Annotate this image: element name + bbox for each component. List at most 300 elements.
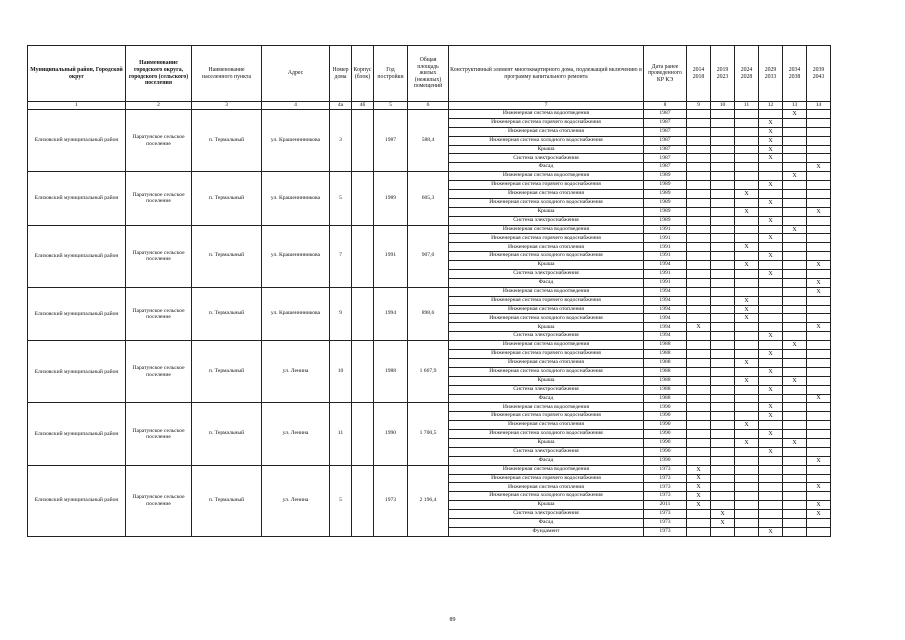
period-mark-cell: X (783, 110, 807, 119)
last-repair-date-cell: 1990 (644, 456, 687, 465)
period-mark-cell (759, 287, 783, 296)
period-mark-cell (807, 438, 831, 447)
period-mark-cell (759, 172, 783, 181)
period-mark-cell (711, 332, 735, 341)
last-repair-date-cell: 1973 (644, 527, 687, 536)
column-number: 2 (126, 102, 192, 110)
period-mark-cell (711, 501, 735, 510)
period-mark-cell (783, 287, 807, 296)
period-mark-cell (759, 510, 783, 519)
period-mark-cell (687, 252, 711, 261)
period-mark-cell (735, 163, 759, 172)
period-mark-cell (735, 341, 759, 350)
column-number: 14 (807, 102, 831, 110)
period-mark-cell (687, 118, 711, 127)
period-mark-cell: X (735, 438, 759, 447)
period-mark-cell (711, 456, 735, 465)
element-cell: Фасад (449, 518, 644, 527)
house-number-cell: 5 (330, 465, 352, 536)
build-year-cell: 1991 (374, 225, 408, 287)
period-mark-cell: X (759, 136, 783, 145)
column-number: 13 (783, 102, 807, 110)
element-cell: Крыша (449, 376, 644, 385)
period-mark-cell: X (735, 314, 759, 323)
period-mark-cell: X (783, 438, 807, 447)
period-mark-cell (783, 323, 807, 332)
period-mark-cell (759, 518, 783, 527)
period-mark-cell (783, 527, 807, 536)
period-mark-cell: X (759, 198, 783, 207)
area-cell: 605,3 (408, 172, 449, 225)
period-mark-cell (759, 261, 783, 270)
build-year-cell: 1988 (374, 341, 408, 403)
header-settlement: Наименование городского округа, городского (сельского) поселения (126, 46, 192, 102)
period-mark-cell (783, 216, 807, 225)
period-mark-cell (711, 287, 735, 296)
last-repair-date-cell: 1987 (644, 136, 687, 145)
element-cell: Инженерная система отопления (449, 243, 644, 252)
period-mark-cell (687, 341, 711, 350)
period-mark-cell (759, 243, 783, 252)
house-number-cell: 11 (330, 403, 352, 465)
period-mark-cell (687, 172, 711, 181)
period-mark-cell (783, 447, 807, 456)
period-mark-cell (807, 430, 831, 439)
column-number: 4б (352, 102, 374, 110)
column-number: 8 (644, 102, 687, 110)
period-mark-cell (687, 145, 711, 154)
element-cell: Крыша (449, 207, 644, 216)
period-mark-cell (735, 483, 759, 492)
period-mark-cell (687, 376, 711, 385)
table-row (28, 172, 831, 181)
period-mark-cell (687, 510, 711, 519)
period-mark-cell (807, 154, 831, 163)
period-mark-cell: X (687, 501, 711, 510)
period-mark-cell (783, 127, 807, 136)
locality-cell: п. Термальный (192, 110, 262, 172)
period-mark-cell (783, 154, 807, 163)
header-district: Муниципальный район, Городской округ (28, 46, 126, 102)
column-number: 4а (330, 102, 352, 110)
build-year-cell: 1987 (374, 110, 408, 172)
element-cell: Инженерная система водоотведения (449, 403, 644, 412)
period-mark-cell (807, 332, 831, 341)
period-mark-cell (687, 270, 711, 279)
header-row (28, 46, 831, 102)
element-cell: Инженерная система горячего водоснабжения (449, 296, 644, 305)
period-mark-cell (735, 118, 759, 127)
settlement-cell: Паратунское сельское поселение (126, 225, 192, 287)
last-repair-date-cell: 1994 (644, 287, 687, 296)
period-mark-cell (783, 492, 807, 501)
period-mark-cell (807, 341, 831, 350)
period-mark-cell (711, 314, 735, 323)
period-mark-cell (735, 367, 759, 376)
period-mark-cell (759, 501, 783, 510)
element-cell: Инженерная система горячего водоснабжения (449, 118, 644, 127)
period-mark-cell (735, 270, 759, 279)
period-mark-cell (687, 305, 711, 314)
period-mark-cell (783, 465, 807, 474)
period-mark-cell (783, 412, 807, 421)
period-mark-cell (735, 323, 759, 332)
period-mark-cell (807, 421, 831, 430)
district-cell: Елизовский муниципальный район (28, 225, 126, 287)
period-mark-cell (735, 127, 759, 136)
last-repair-date-cell: 1989 (644, 181, 687, 190)
header-address: Адрес (262, 46, 330, 102)
period-mark-cell (711, 225, 735, 234)
period-mark-cell (783, 421, 807, 430)
period-mark-cell (783, 403, 807, 412)
house-number-cell: 5 (330, 172, 352, 225)
period-mark-cell (687, 314, 711, 323)
element-cell: Инженерная система отопления (449, 190, 644, 199)
header-element: Конструктивный элемент многоквартирного дома, подлежащий включению в программу капитального ремонта (449, 46, 644, 102)
period-mark-cell (807, 136, 831, 145)
period-mark-cell (807, 234, 831, 243)
table-row (28, 225, 831, 234)
period-mark-cell (783, 234, 807, 243)
period-mark-cell (735, 385, 759, 394)
last-repair-date-cell: 1988 (644, 350, 687, 359)
period-mark-cell (687, 181, 711, 190)
period-mark-cell: X (807, 510, 831, 519)
period-mark-cell (807, 172, 831, 181)
street-cell: ул. Крашенинникова (262, 172, 330, 225)
element-cell: Система электроснабжения (449, 447, 644, 456)
header-locality: Наименование населенного пункта (192, 46, 262, 102)
period-mark-cell (687, 198, 711, 207)
period-mark-cell (783, 118, 807, 127)
last-repair-date-cell: 1973 (644, 474, 687, 483)
last-repair-date-cell: 1988 (644, 394, 687, 403)
last-repair-date-cell: 1988 (644, 376, 687, 385)
last-repair-date-cell: 1987 (644, 163, 687, 172)
district-cell: Елизовский муниципальный район (28, 172, 126, 225)
last-repair-date-cell: 1994 (644, 305, 687, 314)
period-mark-cell: X (687, 465, 711, 474)
last-repair-date-cell: 1988 (644, 367, 687, 376)
period-mark-cell (687, 163, 711, 172)
block-cell (352, 172, 374, 225)
district-cell: Елизовский муниципальный район (28, 341, 126, 403)
period-mark-cell (807, 252, 831, 261)
element-cell: Инженерная система отопления (449, 421, 644, 430)
period-mark-cell (711, 145, 735, 154)
element-cell: Инженерная система отопления (449, 358, 644, 367)
period-mark-cell (735, 172, 759, 181)
period-mark-cell (711, 181, 735, 190)
period-mark-cell (735, 492, 759, 501)
area-cell: 1 667,9 (408, 341, 449, 403)
element-cell: Система электроснабжения (449, 332, 644, 341)
period-mark-cell: X (759, 154, 783, 163)
last-repair-date-cell: 1989 (644, 172, 687, 181)
period-mark-cell (711, 154, 735, 163)
period-mark-cell (735, 350, 759, 359)
header-period-2039: 2039 2043 (807, 46, 831, 102)
settlement-cell: Паратунское сельское поселение (126, 403, 192, 465)
locality-cell: п. Термальный (192, 465, 262, 536)
locality-cell: п. Термальный (192, 225, 262, 287)
period-mark-cell (807, 216, 831, 225)
table-row (28, 465, 831, 474)
period-mark-cell (687, 261, 711, 270)
last-repair-date-cell: 1991 (644, 278, 687, 287)
period-mark-cell (759, 358, 783, 367)
period-mark-cell (783, 385, 807, 394)
period-mark-cell: X (759, 252, 783, 261)
settlement-cell: Паратунское сельское поселение (126, 287, 192, 340)
period-mark-cell (735, 154, 759, 163)
period-mark-cell: X (735, 421, 759, 430)
period-mark-cell: X (759, 332, 783, 341)
table-row (28, 403, 831, 412)
period-mark-cell (759, 278, 783, 287)
period-mark-cell: X (807, 323, 831, 332)
period-mark-cell (807, 367, 831, 376)
build-year-cell: 1973 (374, 465, 408, 536)
last-repair-date-cell: 1973 (644, 518, 687, 527)
period-mark-cell (687, 190, 711, 199)
period-mark-cell (687, 421, 711, 430)
period-mark-cell: X (807, 287, 831, 296)
element-cell: Фасад (449, 456, 644, 465)
period-mark-cell: X (783, 225, 807, 234)
locality-cell: п. Термальный (192, 287, 262, 340)
period-mark-cell (711, 305, 735, 314)
block-cell (352, 341, 374, 403)
period-mark-cell: X (759, 350, 783, 359)
period-mark-cell (783, 456, 807, 465)
period-mark-cell (735, 216, 759, 225)
table-row (28, 341, 831, 350)
period-mark-cell (735, 181, 759, 190)
period-mark-cell (807, 358, 831, 367)
settlement-cell: Паратунское сельское поселение (126, 172, 192, 225)
period-mark-cell (687, 394, 711, 403)
settlement-cell: Паратунское сельское поселение (126, 110, 192, 172)
district-cell: Елизовский муниципальный район (28, 110, 126, 172)
column-number: 1 (28, 102, 126, 110)
period-mark-cell (807, 305, 831, 314)
header-house: Номер дома (330, 46, 352, 102)
column-number-row (28, 102, 831, 110)
period-mark-cell (759, 483, 783, 492)
period-mark-cell (783, 483, 807, 492)
element-cell: Фасад (449, 278, 644, 287)
last-repair-date-cell: 1988 (644, 358, 687, 367)
period-mark-cell: X (783, 341, 807, 350)
period-mark-cell (735, 287, 759, 296)
period-mark-cell (783, 145, 807, 154)
period-mark-cell: X (759, 430, 783, 439)
element-cell: Инженерная система водоотведения (449, 225, 644, 234)
period-mark-cell: X (759, 527, 783, 536)
period-mark-cell (807, 110, 831, 119)
period-mark-cell (687, 403, 711, 412)
period-mark-cell (783, 270, 807, 279)
block-cell (352, 465, 374, 536)
period-mark-cell (735, 527, 759, 536)
area-cell: 1 700,5 (408, 403, 449, 465)
period-mark-cell (711, 341, 735, 350)
period-mark-cell (711, 447, 735, 456)
period-mark-cell (687, 438, 711, 447)
period-mark-cell (735, 136, 759, 145)
period-mark-cell (687, 207, 711, 216)
period-mark-cell (783, 430, 807, 439)
last-repair-date-cell: 1991 (644, 234, 687, 243)
period-mark-cell (711, 367, 735, 376)
element-cell: Фундамент (449, 527, 644, 536)
period-mark-cell (711, 403, 735, 412)
element-cell: Фасад (449, 394, 644, 403)
element-cell: Инженерная система холодного водоснабжения (449, 367, 644, 376)
header-period-2014: 2014 2018 (687, 46, 711, 102)
period-mark-cell: X (735, 305, 759, 314)
period-mark-cell: X (759, 270, 783, 279)
period-mark-cell (687, 243, 711, 252)
period-mark-cell (735, 225, 759, 234)
period-mark-cell: X (711, 510, 735, 519)
period-mark-cell (735, 430, 759, 439)
block-cell (352, 225, 374, 287)
period-mark-cell: X (735, 358, 759, 367)
period-mark-cell (687, 412, 711, 421)
period-mark-cell (807, 243, 831, 252)
period-mark-cell: X (807, 278, 831, 287)
period-mark-cell (711, 252, 735, 261)
period-mark-cell (711, 474, 735, 483)
element-cell: Фасад (449, 163, 644, 172)
locality-cell: п. Термальный (192, 403, 262, 465)
period-mark-cell (711, 110, 735, 119)
element-cell: Инженерная система водоотведения (449, 465, 644, 474)
period-mark-cell: X (759, 385, 783, 394)
build-year-cell: 1994 (374, 287, 408, 340)
period-mark-cell: X (807, 483, 831, 492)
period-mark-cell (807, 145, 831, 154)
period-mark-cell (807, 412, 831, 421)
period-mark-cell (759, 163, 783, 172)
period-mark-cell (711, 527, 735, 536)
period-mark-cell (783, 305, 807, 314)
period-mark-cell (807, 270, 831, 279)
element-cell: Инженерная система водоотведения (449, 172, 644, 181)
element-cell: Инженерная система холодного водоснабжения (449, 492, 644, 501)
element-cell: Инженерная система отопления (449, 305, 644, 314)
last-repair-date-cell: 1973 (644, 510, 687, 519)
period-mark-cell: X (687, 483, 711, 492)
last-repair-date-cell: 1973 (644, 492, 687, 501)
period-mark-cell (711, 136, 735, 145)
last-repair-date-cell: 1990 (644, 403, 687, 412)
period-mark-cell (783, 518, 807, 527)
period-mark-cell (711, 190, 735, 199)
period-mark-cell: X (759, 412, 783, 421)
period-mark-cell (687, 110, 711, 119)
locality-cell: п. Термальный (192, 172, 262, 225)
last-repair-date-cell: 1989 (644, 198, 687, 207)
period-mark-cell (759, 296, 783, 305)
period-mark-cell: X (759, 447, 783, 456)
element-cell: Крыша (449, 145, 644, 154)
period-mark-cell (687, 518, 711, 527)
settlement-cell: Паратунское сельское поселение (126, 341, 192, 403)
column-number: 9 (687, 102, 711, 110)
period-mark-cell: X (759, 127, 783, 136)
period-mark-cell (687, 385, 711, 394)
period-mark-cell (687, 350, 711, 359)
period-mark-cell (711, 234, 735, 243)
period-mark-cell (687, 225, 711, 234)
last-repair-date-cell: 1994 (644, 261, 687, 270)
period-mark-cell (783, 190, 807, 199)
period-mark-cell (783, 136, 807, 145)
period-mark-cell (711, 207, 735, 216)
element-cell: Инженерная система водоотведения (449, 110, 644, 119)
period-mark-cell (687, 154, 711, 163)
period-mark-cell (711, 163, 735, 172)
last-repair-date-cell: 1987 (644, 110, 687, 119)
header-period-2029: 2029 2033 (759, 46, 783, 102)
period-mark-cell (759, 305, 783, 314)
build-year-cell: 1990 (374, 403, 408, 465)
element-cell: Инженерная система холодного водоснабжения (449, 314, 644, 323)
header-period-2024: 2024 2028 (735, 46, 759, 102)
element-cell: Инженерная система горячего водоснабжения (449, 234, 644, 243)
element-cell: Инженерная система холодного водоснабжения (449, 136, 644, 145)
period-mark-cell (711, 412, 735, 421)
period-mark-cell (687, 527, 711, 536)
period-mark-cell (759, 438, 783, 447)
period-mark-cell (807, 518, 831, 527)
period-mark-cell (783, 243, 807, 252)
column-number: 10 (711, 102, 735, 110)
area-cell: 588,4 (408, 110, 449, 172)
period-mark-cell (735, 447, 759, 456)
period-mark-cell: X (687, 492, 711, 501)
last-repair-date-cell: 1990 (644, 430, 687, 439)
period-mark-cell (783, 314, 807, 323)
period-mark-cell (735, 474, 759, 483)
area-cell: 898,6 (408, 287, 449, 340)
period-mark-cell: X (735, 207, 759, 216)
last-repair-date-cell: 1991 (644, 270, 687, 279)
period-mark-cell (807, 190, 831, 199)
period-mark-cell (711, 438, 735, 447)
element-cell: Система электроснабжения (449, 216, 644, 225)
period-mark-cell (735, 278, 759, 287)
last-repair-date-cell: 1987 (644, 154, 687, 163)
element-cell: Крыша (449, 438, 644, 447)
period-mark-cell (735, 518, 759, 527)
period-mark-cell (687, 127, 711, 136)
house-number-cell: 10 (330, 341, 352, 403)
period-mark-cell (687, 447, 711, 456)
period-mark-cell (807, 492, 831, 501)
house-number-cell: 9 (330, 287, 352, 340)
last-repair-date-cell: 1990 (644, 447, 687, 456)
element-cell: Инженерная система отопления (449, 483, 644, 492)
period-mark-cell (687, 430, 711, 439)
capital-repair-table (27, 45, 831, 537)
last-repair-date-cell: 1988 (644, 341, 687, 350)
period-mark-cell: X (759, 403, 783, 412)
